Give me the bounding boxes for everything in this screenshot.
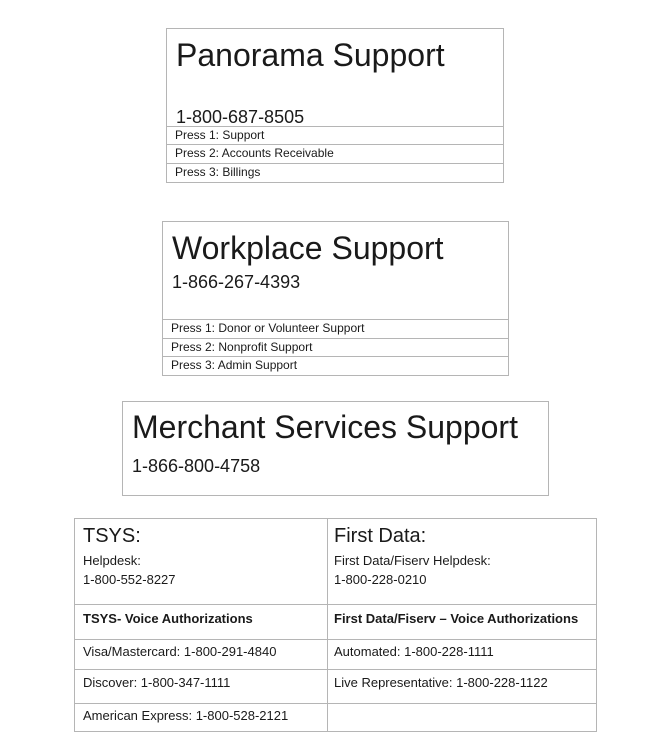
tsys-american-express: American Express: 1-800-528-2121 [83, 708, 289, 723]
merchant-phone: 1-866-800-4758 [132, 456, 261, 476]
row-divider [75, 604, 596, 605]
workplace-option-2: Press 2: Nonprofit Support [163, 338, 508, 356]
panorama-title: Panorama Support [176, 37, 445, 73]
merchant-title: Merchant Services Support [132, 409, 518, 445]
row-divider [75, 669, 596, 670]
merchant-services-box [122, 401, 549, 496]
workplace-option-3: Press 3: Admin Support [163, 356, 508, 374]
panorama-support-box [166, 28, 504, 183]
tsys-discover: Discover: 1-800-347-1111 [83, 675, 231, 690]
tsys-voice-header: TSYS- Voice Authorizations [83, 611, 253, 626]
tsys-visa-mastercard: Visa/Mastercard: 1-800-291-4840 [83, 644, 277, 659]
firstdata-helpdesk-phone: 1-800-228-0210 [334, 572, 427, 587]
merchant-contacts-table [74, 518, 597, 732]
tsys-helpdesk-phone: 1-800-552-8227 [83, 572, 176, 587]
firstdata-automated: Automated: 1-800-228-1111 [334, 644, 494, 659]
workplace-phone: 1-866-267-4393 [172, 272, 301, 292]
workplace-option-1: Press 1: Donor or Volunteer Support [163, 319, 508, 337]
firstdata-helpdesk-label: First Data/Fiserv Helpdesk: [334, 553, 491, 568]
workplace-title: Workplace Support [172, 230, 444, 266]
panorama-option-3: Press 3: Billings [167, 163, 503, 181]
tsys-name: TSYS: [83, 525, 141, 547]
firstdata-name: First Data: [334, 525, 427, 547]
row-divider [75, 639, 596, 640]
workplace-support-box [162, 221, 509, 376]
panorama-option-2: Press 2: Accounts Receivable [167, 144, 503, 162]
firstdata-live-representative: Live Representative: 1-800-228-1122 [334, 675, 548, 690]
tsys-helpdesk-label: Helpdesk: [83, 553, 141, 568]
row-divider [75, 703, 596, 704]
firstdata-voice-header: First Data/Fiserv – Voice Authorizations [334, 611, 579, 626]
panorama-phone: 1-800-687-8505 [176, 107, 305, 127]
column-divider [327, 519, 328, 731]
panorama-option-1: Press 1: Support [167, 126, 503, 144]
